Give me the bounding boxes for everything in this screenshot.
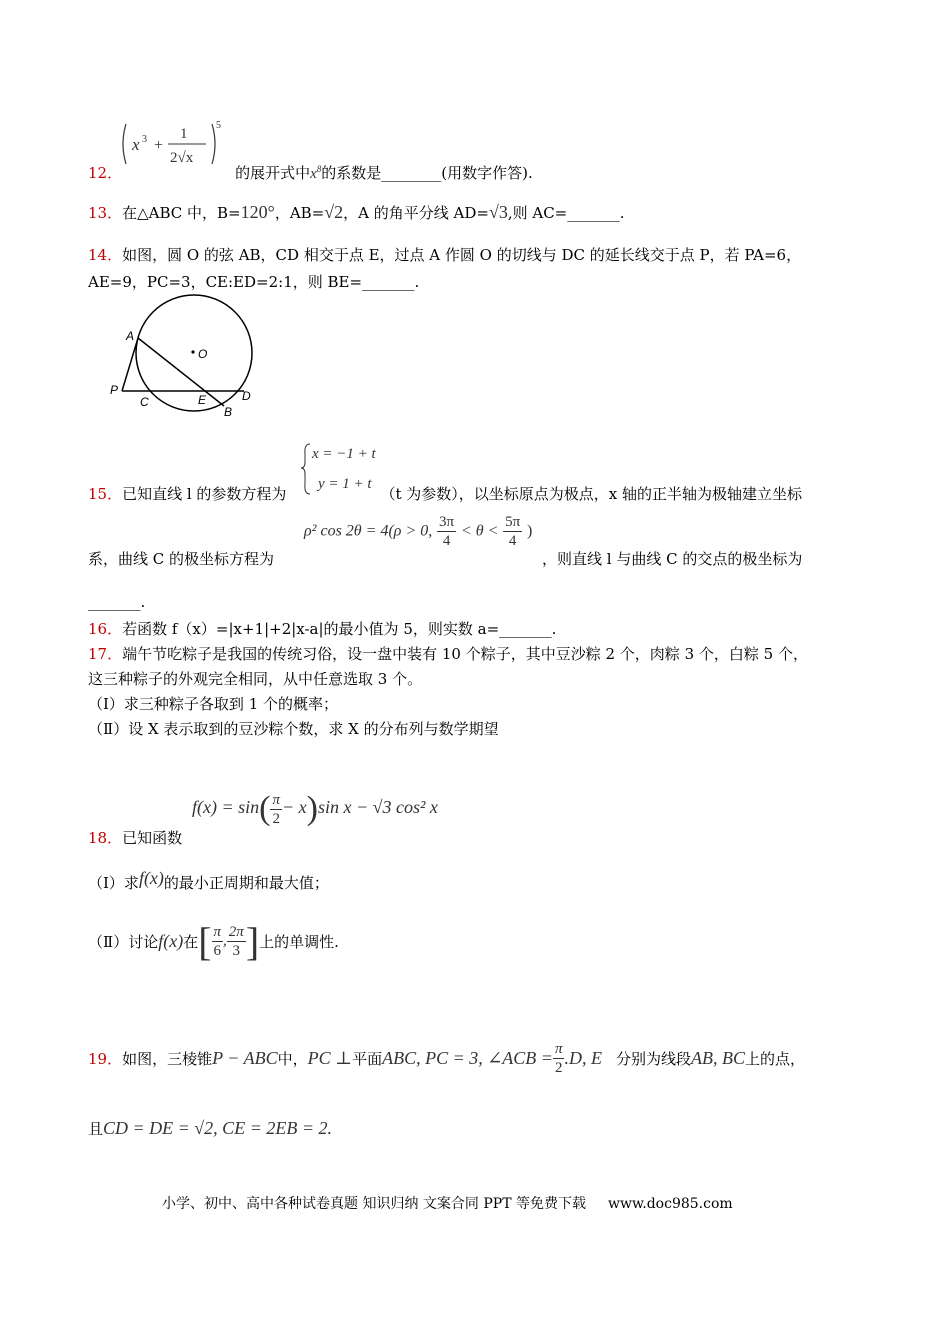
q19-text6: 且 [88, 1120, 104, 1138]
q19-cond2: .D, E [564, 1048, 602, 1068]
q18-lhs: f(x) = sin [192, 797, 260, 817]
q18-p2b: 在 [183, 933, 199, 951]
q14-number: 14． [88, 246, 123, 264]
q15-frac1: $\frac{3\pi}{4}$ [439, 514, 455, 549]
q15-eq1: x = −1 + t [312, 446, 376, 462]
label-d: D [242, 389, 251, 403]
q19-pc: PC ⊥ [307, 1048, 353, 1068]
label-e: E [198, 393, 207, 407]
q14-line1 [88, 244, 801, 265]
label-c: C [140, 395, 149, 409]
q15-text2: （t 为参数），以坐标原点为极点，x 轴的正半轴为极轴建立坐标 [380, 485, 802, 503]
q12-frac-num: 1 [180, 126, 188, 142]
label-p: P [110, 383, 119, 397]
q15-close: ) [527, 522, 533, 540]
tangent-pa [122, 338, 138, 391]
q18-tail: sin x − √3 cos² x [317, 797, 438, 817]
q18-rest: − x [281, 797, 307, 817]
q13-number: 13． [88, 204, 123, 222]
q18-p2c: 上的单调性. [259, 933, 339, 951]
q19-cond: ABC, PC = 3, ∠ACB = [382, 1048, 553, 1068]
q14-text2: AE=9，PC=3，CE:ED=2:1，则 BE=_______. [88, 273, 420, 291]
q18-fx2: f(x) [158, 931, 184, 951]
q15-text4: ，则直线 l 与曲线 C 的交点的极坐标为 [542, 550, 803, 568]
q13-angle: 120° [240, 202, 275, 222]
q12-base: x [132, 135, 140, 154]
q17-line1 [88, 643, 808, 664]
q12-frac-den: 2√x [170, 150, 194, 166]
q19-frac: $\frac{\pi}{2}$ [554, 1041, 563, 1076]
q15-line2 [88, 548, 802, 569]
q15-text3: 系，曲线 C 的极坐标方程为 [88, 550, 275, 568]
q17-line2: 这三种粽子的外观完全相同，从中任意选取 3 个。 [88, 670, 423, 688]
chord-ab [138, 338, 224, 406]
q18-part1 [88, 868, 329, 893]
q13-line [88, 202, 625, 223]
q13-text2: ，AB= [274, 204, 325, 222]
label-o: O [198, 347, 208, 361]
q12-line [88, 162, 533, 183]
center-dot [191, 350, 194, 353]
q15-lt: < θ < [460, 522, 499, 540]
q15-text1: 已知直线 l 的参数方程为 [122, 485, 287, 503]
q15-line1 [88, 483, 802, 504]
q19-number: 19． [88, 1050, 123, 1068]
q14-text1: 如图，圆 O 的弦 AB，CD 相交于点 E，过点 A 作圆 O 的切线与 DC 的延长线交于点 P，若 PA=6， [122, 246, 802, 264]
q19-text5: 上的点， [744, 1050, 805, 1068]
q17-part1: （Ⅰ）求三种粽子各取到 1 个的概率； [88, 695, 339, 713]
q19-text1: 如图，三棱锥 [122, 1050, 213, 1068]
q12-mid: 的展开式中 [235, 164, 311, 182]
label-b: B [224, 405, 233, 419]
q18-frac: $\frac{\pi}{2}$ [272, 791, 280, 827]
footer-text: 小学、初中、高中各种试卷真题 知识归纳 文案合同 PPT 等免费下载 [162, 1196, 586, 1212]
q12-plus: + [154, 137, 164, 154]
q16-number: 16． [88, 620, 123, 638]
q19-line1 [88, 1040, 805, 1077]
q18-line [88, 827, 182, 848]
q18-fx1: f(x) [138, 868, 164, 888]
q12-term: $x^8$ [310, 164, 322, 182]
q13-ad: √3 [488, 202, 508, 222]
q18-function: f(x) = sin( $\frac{\pi}{2}$ − x)sin x − √3 cos² x [192, 790, 438, 827]
q13-text1: 在△ABC 中，B= [122, 204, 241, 222]
footer-url[interactable]: www.doc985.com [607, 1196, 733, 1212]
q15-polar-left: ρ² cos 2θ = 4(ρ > 0, [304, 522, 433, 540]
q19-text4: 分别为线段 [615, 1050, 691, 1068]
q15-polar [304, 513, 532, 550]
q19-eq: CD = DE = √2, CE = 2EB = 2. [103, 1118, 332, 1138]
q19-pabc: P − ABC [212, 1048, 278, 1068]
q18-part2: （Ⅱ）讨论f(x)在[ $\frac{\pi}{6}$ , $\frac{2\pi}{3}$ ]上的单调性. [88, 919, 339, 964]
label-a: A [126, 329, 135, 343]
q18-p1a: （Ⅰ）求 [88, 874, 139, 892]
q12-power: 5 [216, 120, 221, 131]
q15-eq2: y = 1 + t [318, 476, 372, 492]
q13-ab: √2 [324, 202, 344, 222]
q18-number: 18． [88, 829, 123, 847]
q13-text4: ,则 AC=_______. [507, 204, 625, 222]
q18-text: 已知函数 [122, 829, 183, 847]
q19-seg: AB, BC [690, 1048, 745, 1068]
q19-line2 [88, 1118, 332, 1139]
q19-text2: 中， [277, 1050, 308, 1068]
q18-interval-b: $\frac{2\pi}{3}$ [228, 924, 244, 959]
q14-line2 [88, 271, 419, 292]
q17-number: 17． [88, 645, 123, 663]
q15-frac2: $\frac{5\pi}{4}$ [505, 514, 521, 549]
q12-number: 12． [88, 164, 123, 182]
q15-blank: _______. [88, 593, 146, 611]
q18-p1b: 的最小正周期和最大值； [163, 874, 329, 892]
q14-figure [100, 292, 270, 422]
q17-part2: （Ⅱ）设 X 表示取到的豆沙粽个数，求 X 的分布列与数学期望 [88, 720, 499, 738]
q16-line [88, 618, 556, 639]
q12-exp: 3 [142, 134, 147, 145]
footer [162, 1193, 733, 1213]
q17-text1: 端午节吃粽子是我国的传统习俗，设一盘中装有 10 个粽子，其中豆沙粽 2 个，肉粽 3 个，白粽 5 个， [122, 645, 808, 663]
q13-text3: ，A 的角平分线 AD= [343, 204, 489, 222]
q18-interval-a: $\frac{\pi}{6}$ [213, 924, 222, 959]
q15-number: 15． [88, 485, 123, 503]
q19-text3: 平面 [352, 1050, 383, 1068]
q12-tail: 的系数是________(用数字作答). [321, 164, 533, 182]
q16-text: 若函数 f（x）=|x+1|+2|x-a|的最小值为 5，则实数 a=_______. [122, 620, 557, 638]
q18-p2a: （Ⅱ）讨论 [88, 933, 159, 951]
